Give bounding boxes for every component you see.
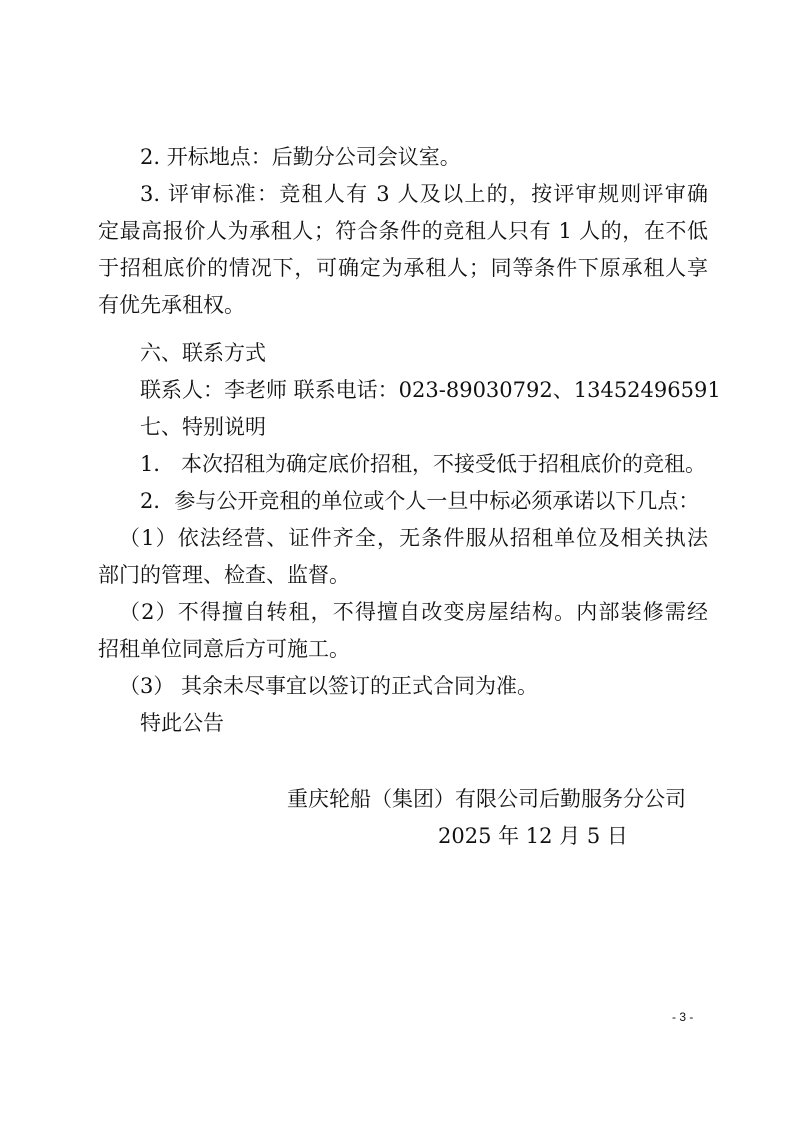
- section-6-heading: 六、联系方式: [140, 341, 266, 365]
- section-7-heading: 七、特别说明: [140, 415, 266, 439]
- special-note-2: 2．参与公开竞租的单位或个人一旦中标必须承诺以下几点：: [140, 489, 700, 513]
- evaluation-criteria-line-1: 3. 评审标准：竞租人有 3 人及以上的，按评审规则评审确: [140, 182, 708, 206]
- signature-date: 2025 年 12 月 5 日: [438, 824, 628, 848]
- evaluation-criteria-line-3: 于招租底价的情况下，可确定为承租人；同等条件下原承租人享: [98, 256, 708, 280]
- contact-info: 联系人：李老师 联系电话：023-89030792、13452496591: [140, 378, 721, 402]
- special-note-1: 1． 本次招租为确定底价招租，不接受低于招租底价的竞租。: [140, 452, 707, 476]
- evaluation-criteria-line-2: 定最高报价人为承租人；符合条件的竞租人只有 1 人的，在不低: [98, 219, 708, 243]
- signature-organization: 重庆轮船（集团）有限公司后勤服务分公司: [287, 787, 686, 811]
- commitment-1-line-1: （1）依法经营、证件齐全，无条件服从招租单位及相关执法: [119, 526, 708, 550]
- evaluation-criteria-line-4: 有优先承租权。: [98, 293, 245, 317]
- bid-opening-location: 2. 开标地点：后勤分公司会议室。: [140, 145, 461, 169]
- commitment-1-line-2: 部门的管理、检查、监督。: [98, 563, 350, 587]
- closing-statement: 特此公告: [140, 711, 224, 735]
- page-number: - 3 -: [672, 1010, 694, 1024]
- commitment-2-line-2: 招租单位同意后方可施工。: [98, 637, 350, 661]
- commitment-2-line-1: （2）不得擅自转租，不得擅自改变房屋结构。内部装修需经: [119, 600, 708, 624]
- commitment-3: （3） 其余未尽事宜以签订的正式合同为准。: [119, 674, 539, 698]
